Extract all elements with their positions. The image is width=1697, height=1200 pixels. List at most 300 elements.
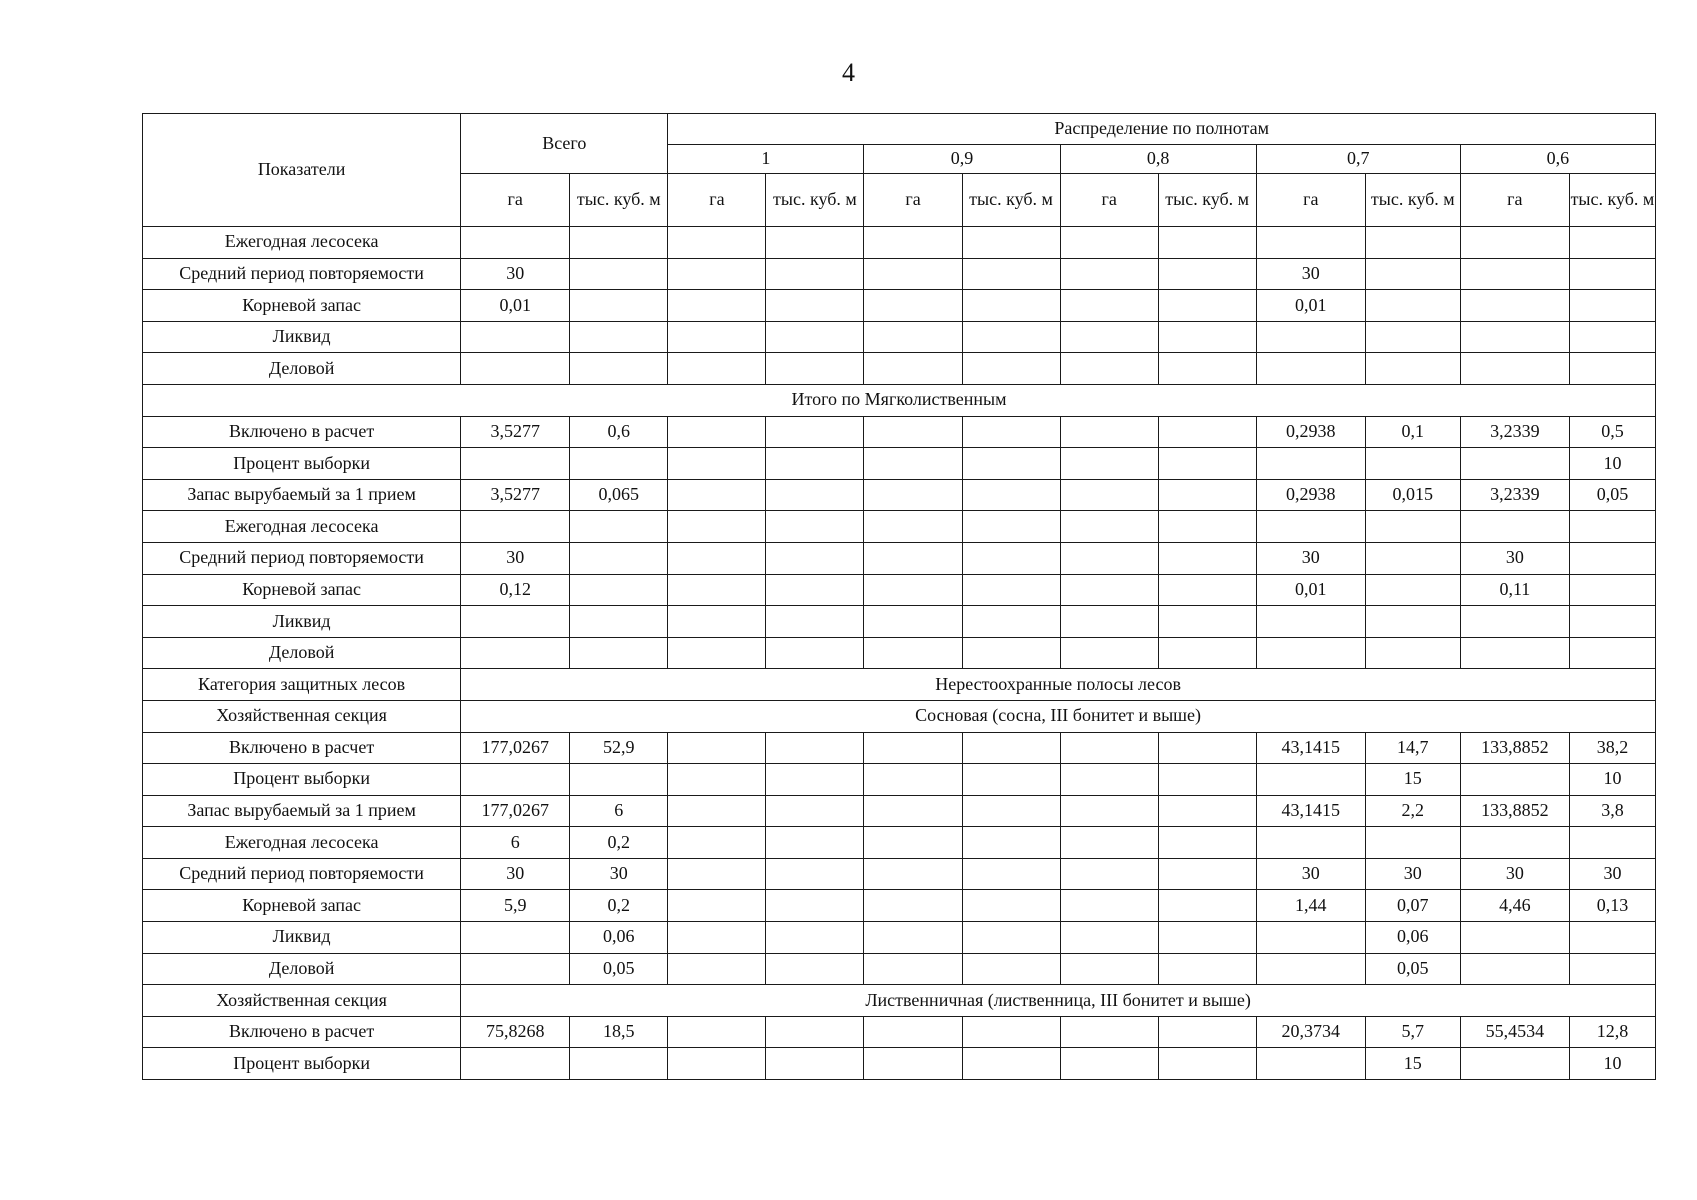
distribution-header: Распределение по полнотам	[668, 114, 1656, 145]
table-cell	[1256, 637, 1365, 669]
table-cell	[1158, 479, 1256, 511]
unit-area-header: га	[461, 174, 570, 227]
table-cell	[668, 953, 766, 985]
row-label: Категория защитных лесов	[143, 669, 461, 701]
labeled-section-row	[143, 700, 1656, 732]
table-cell	[1060, 637, 1158, 669]
table-cell	[668, 448, 766, 480]
table-cell	[1365, 511, 1460, 543]
table-cell	[570, 637, 668, 669]
table-cell: 75,8268	[461, 1016, 570, 1048]
row-label: Ежегодная лесосека	[143, 827, 461, 859]
table-cell	[1060, 732, 1158, 764]
table-cell: 0,05	[1365, 953, 1460, 985]
table-cell: 30	[1460, 858, 1569, 890]
table-cell: 10	[1569, 1048, 1655, 1080]
table-cell	[1060, 448, 1158, 480]
table-cell	[864, 416, 962, 448]
table-cell	[962, 227, 1060, 259]
row-label: Запас вырубаемый за 1 прием	[143, 795, 461, 827]
table-cell: 0,07	[1365, 890, 1460, 922]
row-label: Хозяйственная секция	[143, 700, 461, 732]
row-label: Включено в расчет	[143, 1016, 461, 1048]
table-cell: 30	[461, 258, 570, 290]
table-cell: 15	[1365, 764, 1460, 796]
table-cell	[1256, 953, 1365, 985]
table-cell: 30	[461, 858, 570, 890]
table-cell: 3,5277	[461, 479, 570, 511]
table-cell	[1365, 574, 1460, 606]
table-cell: 3,5277	[461, 416, 570, 448]
table-row	[143, 890, 1656, 922]
row-label: Процент выборки	[143, 448, 461, 480]
table-row	[143, 732, 1656, 764]
row-label: Корневой запас	[143, 890, 461, 922]
table-cell	[766, 353, 864, 385]
row-label: Включено в расчет	[143, 732, 461, 764]
unit-area-header: га	[1256, 174, 1365, 227]
table-cell	[668, 353, 766, 385]
unit-volume-header: тыс. куб. м	[766, 174, 864, 227]
density-header: 0,6	[1460, 145, 1655, 174]
density-header: 0,8	[1060, 145, 1256, 174]
table-cell	[1460, 922, 1569, 954]
table-cell	[962, 448, 1060, 480]
table-cell	[766, 511, 864, 543]
table-cell	[1256, 353, 1365, 385]
table-cell	[864, 542, 962, 574]
table-cell	[766, 606, 864, 638]
table-cell	[1158, 448, 1256, 480]
table-cell	[1158, 606, 1256, 638]
table-cell	[766, 227, 864, 259]
table-cell	[1365, 606, 1460, 638]
row-label: Включено в расчет	[143, 416, 461, 448]
table-row	[143, 290, 1656, 322]
table-cell	[962, 574, 1060, 606]
table-cell	[1569, 321, 1655, 353]
row-label: Ликвид	[143, 606, 461, 638]
table-cell	[962, 511, 1060, 543]
table-cell	[766, 858, 864, 890]
table-cell	[962, 732, 1060, 764]
table-cell	[1365, 448, 1460, 480]
table-cell	[962, 953, 1060, 985]
table-cell	[864, 227, 962, 259]
table-cell	[1460, 448, 1569, 480]
table-cell: 30	[1365, 858, 1460, 890]
table-cell	[668, 764, 766, 796]
table-cell	[864, 258, 962, 290]
table-cell: 30	[1256, 858, 1365, 890]
indicators-header: Показатели	[143, 114, 461, 227]
table-cell: 1,44	[1256, 890, 1365, 922]
table-cell	[864, 290, 962, 322]
table-cell	[1158, 795, 1256, 827]
table-cell	[1365, 258, 1460, 290]
table-cell	[766, 448, 864, 480]
table-row	[143, 922, 1656, 954]
row-label: Ликвид	[143, 321, 461, 353]
unit-area-header: га	[1060, 174, 1158, 227]
table-cell	[1569, 227, 1655, 259]
table-cell	[766, 574, 864, 606]
table-cell	[1158, 827, 1256, 859]
table-row	[143, 953, 1656, 985]
row-label: Запас вырубаемый за 1 прием	[143, 479, 461, 511]
table-cell	[864, 732, 962, 764]
table-cell	[766, 922, 864, 954]
table-cell: 5,7	[1365, 1016, 1460, 1048]
table-cell	[1158, 732, 1256, 764]
row-label: Деловой	[143, 353, 461, 385]
table-cell	[766, 764, 864, 796]
row-label: Процент выборки	[143, 764, 461, 796]
table-cell	[766, 416, 864, 448]
table-cell	[1460, 258, 1569, 290]
table-cell: 30	[1460, 542, 1569, 574]
table-cell	[1460, 290, 1569, 322]
table-cell	[864, 1016, 962, 1048]
table-cell: 0,05	[1569, 479, 1655, 511]
table-cell	[570, 606, 668, 638]
table-cell	[766, 1016, 864, 1048]
table-cell	[668, 1048, 766, 1080]
table-cell	[1569, 258, 1655, 290]
unit-volume-header: тыс. куб. м	[962, 174, 1060, 227]
table-cell	[1460, 637, 1569, 669]
table-cell: 177,0267	[461, 732, 570, 764]
table-cell	[1060, 511, 1158, 543]
table-cell	[864, 637, 962, 669]
table-row	[143, 1016, 1656, 1048]
table-cell	[461, 353, 570, 385]
table-cell	[1256, 227, 1365, 259]
table-cell	[1158, 1048, 1256, 1080]
table-cell	[962, 1048, 1060, 1080]
table-row	[143, 353, 1656, 385]
table-row	[143, 542, 1656, 574]
table-cell	[668, 637, 766, 669]
table-cell	[1460, 321, 1569, 353]
table-cell	[962, 858, 1060, 890]
table-cell	[1060, 479, 1158, 511]
table-row	[143, 858, 1656, 890]
table-cell	[1158, 574, 1256, 606]
table-cell	[1256, 606, 1365, 638]
row-label: Корневой запас	[143, 574, 461, 606]
table-cell: 30	[461, 542, 570, 574]
unit-area-header: га	[668, 174, 766, 227]
table-cell	[864, 764, 962, 796]
table-cell	[461, 953, 570, 985]
table-cell	[1158, 764, 1256, 796]
table-cell	[668, 574, 766, 606]
table-row	[143, 574, 1656, 606]
table-cell	[1256, 764, 1365, 796]
table-cell	[668, 227, 766, 259]
table-cell	[1365, 827, 1460, 859]
table-row	[143, 511, 1656, 543]
table-cell	[570, 321, 668, 353]
table-cell: 30	[570, 858, 668, 890]
section-title: Итого по Мягколиственным	[143, 384, 1656, 416]
table-cell	[1060, 1016, 1158, 1048]
table-cell: 6	[461, 827, 570, 859]
table-body	[143, 227, 1656, 1080]
table-cell: 133,8852	[1460, 732, 1569, 764]
table-cell	[570, 1048, 668, 1080]
table-cell: 0,01	[461, 290, 570, 322]
table-cell	[864, 1048, 962, 1080]
table-cell	[1256, 321, 1365, 353]
table-cell	[1158, 416, 1256, 448]
table-cell	[864, 511, 962, 543]
table-cell	[1158, 637, 1256, 669]
table-cell	[1365, 637, 1460, 669]
table-cell: 20,3734	[1256, 1016, 1365, 1048]
table-cell	[1569, 606, 1655, 638]
table-cell	[766, 479, 864, 511]
table-cell	[1365, 321, 1460, 353]
table-cell	[1460, 353, 1569, 385]
table-cell	[1569, 511, 1655, 543]
section-row	[143, 384, 1656, 416]
table-cell	[1569, 953, 1655, 985]
table-cell	[864, 858, 962, 890]
table-cell	[962, 637, 1060, 669]
table-cell: 43,1415	[1256, 795, 1365, 827]
table-cell: 0,01	[1256, 574, 1365, 606]
table-row	[143, 479, 1656, 511]
table-cell	[1256, 1048, 1365, 1080]
table-cell	[766, 321, 864, 353]
table-cell	[668, 511, 766, 543]
table-cell	[1060, 922, 1158, 954]
table-cell	[461, 448, 570, 480]
table-cell	[1158, 227, 1256, 259]
forest-distribution-table	[142, 113, 1656, 1080]
table-row	[143, 321, 1656, 353]
table-cell	[1569, 637, 1655, 669]
table-cell	[461, 321, 570, 353]
table-cell	[1158, 542, 1256, 574]
table-cell	[1460, 764, 1569, 796]
table-cell	[962, 827, 1060, 859]
table-cell	[570, 764, 668, 796]
table-cell	[461, 637, 570, 669]
table-cell	[1569, 922, 1655, 954]
table-cell	[570, 290, 668, 322]
table-cell	[1365, 290, 1460, 322]
table-cell: 0,2938	[1256, 479, 1365, 511]
table-cell	[1060, 353, 1158, 385]
table-cell: 0,1	[1365, 416, 1460, 448]
table-cell	[864, 479, 962, 511]
table-cell	[1158, 290, 1256, 322]
table-cell: 0,13	[1569, 890, 1655, 922]
table-cell	[1569, 827, 1655, 859]
table-cell: 4,46	[1460, 890, 1569, 922]
density-header: 1	[668, 145, 864, 174]
section-title: Нерестоохранные полосы лесов	[461, 669, 1656, 701]
table-cell	[461, 227, 570, 259]
table-cell	[668, 858, 766, 890]
unit-area-header: га	[864, 174, 962, 227]
table-cell	[1060, 574, 1158, 606]
table-header	[143, 114, 1656, 227]
table-cell	[668, 258, 766, 290]
table-cell	[1460, 227, 1569, 259]
table-cell	[461, 1048, 570, 1080]
table-cell: 177,0267	[461, 795, 570, 827]
table-cell	[962, 353, 1060, 385]
row-label: Ежегодная лесосека	[143, 227, 461, 259]
table-cell	[570, 353, 668, 385]
table-cell	[962, 258, 1060, 290]
table-cell	[766, 1048, 864, 1080]
table-cell	[962, 1016, 1060, 1048]
table-cell	[864, 606, 962, 638]
table-cell	[1158, 922, 1256, 954]
table-cell	[1460, 511, 1569, 543]
table-cell	[1158, 1016, 1256, 1048]
table-cell: 3,2339	[1460, 416, 1569, 448]
section-title: Лиственничная (лиственница, III бонитет и выше)	[461, 985, 1656, 1017]
table-cell	[1060, 953, 1158, 985]
table-cell	[461, 922, 570, 954]
table-cell: 0,2	[570, 827, 668, 859]
table-cell: 0,015	[1365, 479, 1460, 511]
table-cell	[461, 511, 570, 543]
table-cell: 133,8852	[1460, 795, 1569, 827]
table-cell	[1060, 764, 1158, 796]
table-cell: 0,6	[570, 416, 668, 448]
total-header: Всего	[461, 114, 668, 174]
table-cell	[570, 448, 668, 480]
table-cell	[668, 890, 766, 922]
table-cell	[1569, 542, 1655, 574]
table-cell	[864, 795, 962, 827]
table-cell	[1060, 795, 1158, 827]
table-cell	[668, 416, 766, 448]
table-cell	[864, 574, 962, 606]
table-cell: 0,2	[570, 890, 668, 922]
table-cell	[1060, 290, 1158, 322]
table-cell: 55,4534	[1460, 1016, 1569, 1048]
table-cell	[962, 795, 1060, 827]
table-cell	[1569, 353, 1655, 385]
table-row	[143, 258, 1656, 290]
table-cell	[668, 290, 766, 322]
table-cell	[570, 227, 668, 259]
table-cell	[1158, 953, 1256, 985]
table-cell: 10	[1569, 764, 1655, 796]
table-cell	[668, 321, 766, 353]
table-cell	[1256, 922, 1365, 954]
table-cell	[570, 511, 668, 543]
table-cell	[1256, 827, 1365, 859]
table-cell: 0,5	[1569, 416, 1655, 448]
table-row	[143, 227, 1656, 259]
table-cell	[1569, 290, 1655, 322]
table-cell	[864, 827, 962, 859]
table-cell	[766, 827, 864, 859]
table-cell	[461, 606, 570, 638]
unit-volume-header: тыс. куб. м	[1365, 174, 1460, 227]
table-cell	[1365, 353, 1460, 385]
table-cell	[962, 764, 1060, 796]
table-cell	[1460, 827, 1569, 859]
labeled-section-row	[143, 669, 1656, 701]
table-cell	[1460, 1048, 1569, 1080]
table-cell: 0,065	[570, 479, 668, 511]
table-cell	[1060, 258, 1158, 290]
table-cell	[668, 827, 766, 859]
table-cell: 5,9	[461, 890, 570, 922]
table-cell	[864, 321, 962, 353]
page-number: 4	[842, 58, 855, 87]
table-cell	[1158, 258, 1256, 290]
table-cell	[1460, 953, 1569, 985]
table-cell	[668, 922, 766, 954]
table-cell	[461, 764, 570, 796]
table-cell	[962, 890, 1060, 922]
density-header: 0,9	[864, 145, 1060, 174]
table-cell	[1158, 511, 1256, 543]
table-cell	[1256, 511, 1365, 543]
table-cell	[668, 542, 766, 574]
row-label: Деловой	[143, 953, 461, 985]
row-label: Средний период повторяемости	[143, 258, 461, 290]
table-row	[143, 606, 1656, 638]
labeled-section-row	[143, 985, 1656, 1017]
unit-area-header: га	[1460, 174, 1569, 227]
table-cell: 30	[1256, 258, 1365, 290]
table-cell	[1365, 542, 1460, 574]
table-cell	[668, 1016, 766, 1048]
table-cell: 6	[570, 795, 668, 827]
table-cell: 14,7	[1365, 732, 1460, 764]
table-cell: 52,9	[570, 732, 668, 764]
table-cell	[668, 795, 766, 827]
table-cell	[1060, 1048, 1158, 1080]
table-cell	[1569, 574, 1655, 606]
table-cell	[864, 953, 962, 985]
table-cell	[1158, 321, 1256, 353]
table-cell: 10	[1569, 448, 1655, 480]
unit-volume-header: тыс. куб. м	[1569, 174, 1655, 227]
table-cell: 0,12	[461, 574, 570, 606]
row-label: Корневой запас	[143, 290, 461, 322]
table-cell: 0,2938	[1256, 416, 1365, 448]
table-cell	[1060, 858, 1158, 890]
table-row	[143, 637, 1656, 669]
table-cell	[1060, 890, 1158, 922]
table-cell	[570, 542, 668, 574]
unit-volume-header: тыс. куб. м	[1158, 174, 1256, 227]
row-label: Ликвид	[143, 922, 461, 954]
table-row	[143, 795, 1656, 827]
table-cell	[864, 922, 962, 954]
table-cell	[864, 448, 962, 480]
density-header: 0,7	[1256, 145, 1460, 174]
table-cell	[962, 606, 1060, 638]
table-cell	[962, 542, 1060, 574]
table-cell	[570, 258, 668, 290]
table-cell	[1256, 448, 1365, 480]
table-cell	[962, 479, 1060, 511]
